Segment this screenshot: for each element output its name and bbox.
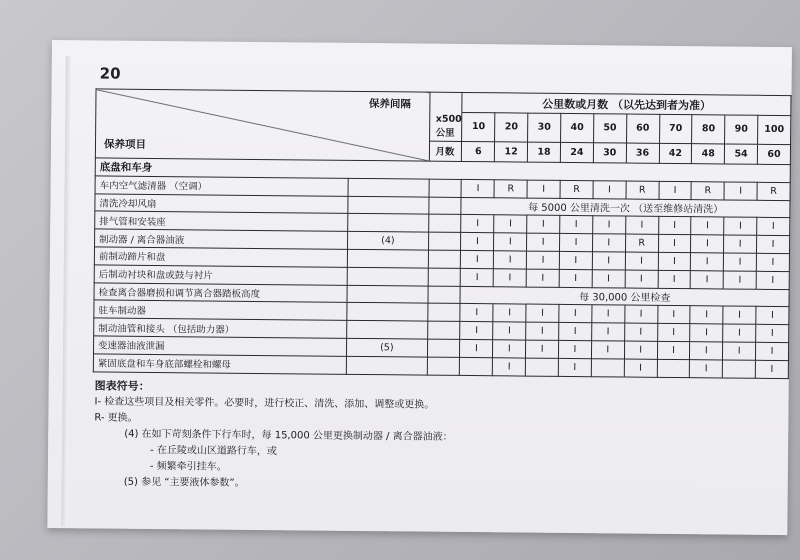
schedule-mark: I bbox=[724, 235, 757, 253]
schedule-mark: I bbox=[657, 341, 690, 359]
header-project-label: 保养项目 bbox=[103, 138, 147, 151]
month-interval-cell: 42 bbox=[659, 143, 692, 163]
row-note bbox=[347, 303, 428, 322]
month-interval-cell: 6 bbox=[462, 141, 495, 161]
row-item-label: 驻车制动器 bbox=[94, 300, 347, 320]
month-interval-cell: 30 bbox=[593, 143, 626, 163]
schedule-mark: I bbox=[658, 217, 691, 235]
schedule-mark: I bbox=[592, 305, 625, 323]
km-interval-cell: 30 bbox=[528, 113, 561, 142]
schedule-mark: I bbox=[723, 306, 756, 324]
schedule-mark: I bbox=[558, 358, 591, 376]
row-note: (4) bbox=[348, 232, 429, 251]
section-title: 底盘和车身 bbox=[95, 158, 790, 182]
schedule-mark: R bbox=[757, 182, 790, 200]
schedule-mark: I bbox=[591, 341, 624, 359]
schedule-mark: I bbox=[558, 340, 591, 358]
schedule-mark: I bbox=[526, 304, 559, 322]
schedule-mark: I bbox=[624, 359, 657, 377]
schedule-mark: I bbox=[559, 269, 592, 287]
schedule-mark: I bbox=[658, 270, 691, 288]
page-edge bbox=[61, 56, 72, 526]
header-spacer bbox=[429, 92, 462, 112]
row-spacer bbox=[427, 321, 460, 339]
schedule-mark: I bbox=[593, 180, 626, 198]
schedule-mark bbox=[723, 360, 756, 378]
schedule-mark: I bbox=[493, 269, 526, 287]
schedule-mark: I bbox=[460, 339, 493, 357]
month-interval-cell: 48 bbox=[692, 144, 725, 164]
schedule-mark: I bbox=[624, 341, 657, 359]
row-note bbox=[348, 214, 429, 233]
legend-replace-line: R- 更换。 bbox=[94, 412, 138, 424]
header-top-label: 公里数或月数 （以先达到者为准） bbox=[462, 92, 791, 115]
schedule-mark: I bbox=[691, 253, 724, 271]
schedule-mark: I bbox=[527, 180, 560, 198]
km-interval-cell: 40 bbox=[561, 113, 594, 142]
row-note bbox=[346, 356, 427, 375]
km-interval-cell: 80 bbox=[692, 115, 725, 144]
schedule-mark: I bbox=[625, 305, 658, 323]
schedule-mark: I bbox=[658, 235, 691, 253]
month-unit-label: 月数 bbox=[429, 141, 462, 161]
row-item-label: 制动油管和接头 （包括助力器） bbox=[94, 318, 347, 338]
schedule-mark: I bbox=[691, 217, 724, 235]
maintenance-schedule-table bbox=[93, 88, 792, 378]
schedule-mark: I bbox=[625, 252, 658, 270]
month-interval-cell: 12 bbox=[495, 142, 528, 162]
schedule-mark: I bbox=[493, 358, 526, 376]
row-spacer bbox=[428, 197, 461, 215]
km-interval-cell: 100 bbox=[758, 115, 791, 144]
month-interval-cell: 18 bbox=[528, 142, 561, 162]
schedule-mark: I bbox=[592, 269, 625, 287]
schedule-mark: I bbox=[691, 270, 724, 288]
schedule-mark: I bbox=[461, 179, 494, 197]
schedule-mark: I bbox=[657, 323, 690, 341]
schedule-mark bbox=[657, 359, 690, 377]
schedule-mark: I bbox=[658, 252, 691, 270]
header-interval-label: 保养间隔 bbox=[368, 98, 411, 111]
row-spacer bbox=[428, 232, 461, 250]
schedule-mark: I bbox=[494, 233, 527, 251]
row-item-label: 车内空气滤清器 （空调） bbox=[95, 176, 348, 196]
schedule-mark: I bbox=[493, 322, 526, 340]
row-note bbox=[348, 178, 429, 197]
schedule-mark: I bbox=[723, 324, 756, 342]
row-spacer bbox=[428, 215, 461, 233]
row-item-label: 检查离合器磨损和调节离合器踏板高度 bbox=[94, 282, 347, 302]
row-item-label: 制动器 / 离合器油液 bbox=[95, 229, 348, 249]
schedule-mark: I bbox=[592, 252, 625, 270]
legend-inspect-line: I- 检查这些项目及相关零件。必要时，进行校正、清洗、添加、调整或更换。 bbox=[94, 396, 435, 411]
schedule-mark: I bbox=[559, 323, 592, 341]
schedule-mark: R bbox=[626, 181, 659, 199]
schedule-mark: I bbox=[493, 340, 526, 358]
schedule-mark: I bbox=[756, 271, 789, 289]
month-interval-cell: 54 bbox=[725, 144, 758, 164]
schedule-mark: I bbox=[624, 323, 657, 341]
page-number: 20 bbox=[99, 64, 121, 83]
row-note: (5) bbox=[347, 338, 428, 357]
row-note bbox=[348, 196, 429, 215]
schedule-mark: I bbox=[625, 270, 658, 288]
schedule-mark: I bbox=[560, 216, 593, 234]
km-interval-cell: 20 bbox=[495, 113, 528, 142]
row-item-label: 变速器油液泄漏 bbox=[93, 336, 346, 356]
row-note bbox=[347, 267, 428, 286]
row-note bbox=[347, 285, 428, 304]
schedule-mark: I bbox=[724, 253, 757, 271]
schedule-mark: I bbox=[625, 216, 658, 234]
schedule-mark: I bbox=[592, 234, 625, 252]
schedule-mark: I bbox=[690, 306, 723, 324]
schedule-mark: I bbox=[690, 359, 723, 377]
schedule-mark: I bbox=[559, 251, 592, 269]
schedule-mark: I bbox=[461, 250, 494, 268]
schedule-mark: I bbox=[659, 181, 692, 199]
schedule-mark: I bbox=[723, 271, 756, 289]
month-interval-cell: 24 bbox=[560, 142, 593, 162]
manual-page bbox=[47, 40, 792, 535]
row-item-label: 前制动蹄片和盘 bbox=[94, 247, 347, 267]
km-unit-label: x500 公里 bbox=[429, 112, 462, 141]
schedule-mark: I bbox=[756, 253, 789, 271]
schedule-mark: I bbox=[690, 342, 723, 360]
schedule-mark: I bbox=[460, 304, 493, 322]
row-item-label: 后制动衬块和盘或鼓与衬片 bbox=[94, 265, 347, 285]
row-spacer bbox=[428, 268, 461, 286]
schedule-mark: I bbox=[756, 342, 789, 360]
km-interval-cell: 50 bbox=[593, 114, 626, 143]
row-spacer bbox=[428, 286, 461, 304]
schedule-mark: I bbox=[494, 251, 527, 269]
km-interval-cell: 10 bbox=[462, 113, 495, 142]
schedule-mark: I bbox=[593, 216, 626, 234]
schedule-mark: I bbox=[527, 233, 560, 251]
schedule-mark: I bbox=[526, 322, 559, 340]
row-item-label: 排气管和安装座 bbox=[95, 211, 348, 231]
km-interval-cell: 60 bbox=[626, 114, 659, 143]
schedule-mark: I bbox=[560, 234, 593, 252]
row-note bbox=[347, 321, 428, 340]
schedule-mark: I bbox=[526, 251, 559, 269]
row-spacer bbox=[427, 357, 460, 375]
schedule-mark: I bbox=[757, 218, 790, 236]
schedule-mark: I bbox=[460, 322, 493, 340]
schedule-mark: I bbox=[690, 324, 723, 342]
schedule-mark: R bbox=[494, 180, 527, 198]
schedule-mark: I bbox=[461, 215, 494, 233]
schedule-mark bbox=[460, 357, 493, 375]
schedule-mark: I bbox=[559, 305, 592, 323]
schedule-mark: I bbox=[756, 307, 789, 325]
month-interval-cell: 60 bbox=[757, 144, 790, 164]
schedule-mark: I bbox=[461, 268, 494, 286]
row-span-text: 每 30,000 公里检查 bbox=[460, 286, 789, 307]
row-note bbox=[347, 249, 428, 268]
legend bbox=[94, 378, 453, 493]
legend-title: 图表符号： bbox=[94, 379, 150, 393]
schedule-mark: I bbox=[723, 342, 756, 360]
schedule-mark bbox=[525, 358, 558, 376]
row-spacer bbox=[428, 250, 461, 268]
schedule-mark: I bbox=[724, 182, 757, 200]
row-spacer bbox=[427, 339, 460, 357]
schedule-mark: I bbox=[724, 217, 757, 235]
schedule-mark: I bbox=[526, 340, 559, 358]
km-interval-cell: 90 bbox=[725, 115, 758, 144]
schedule-mark: I bbox=[757, 235, 790, 253]
schedule-mark: I bbox=[691, 235, 724, 253]
legend-note-4: (4) 在如下苛刻条件下行车时，每 15,000 公里更换制动器 / 离合器油液： bbox=[124, 428, 453, 443]
schedule-mark: R bbox=[560, 180, 593, 198]
row-spacer bbox=[429, 179, 462, 197]
schedule-mark: I bbox=[461, 233, 494, 251]
schedule-mark: I bbox=[591, 323, 624, 341]
schedule-mark: I bbox=[493, 304, 526, 322]
legend-note-4-item: - 频繁牵引挂车。 bbox=[149, 460, 227, 473]
km-interval-cell: 70 bbox=[659, 114, 692, 143]
schedule-mark: I bbox=[527, 215, 560, 233]
month-interval-cell: 36 bbox=[626, 143, 659, 163]
row-spacer bbox=[427, 303, 460, 321]
schedule-mark: I bbox=[526, 269, 559, 287]
row-span-text: 每 5000 公里清洗一次 （送至维修站清洗） bbox=[461, 197, 790, 218]
row-item-label: 紧固底盘和车身底部螺栓和螺母 bbox=[93, 354, 346, 374]
schedule-mark: R bbox=[625, 234, 658, 252]
schedule-mark: R bbox=[691, 181, 724, 199]
schedule-mark: I bbox=[657, 306, 690, 324]
header-corner-cell bbox=[95, 89, 429, 161]
schedule-mark bbox=[591, 358, 624, 376]
row-item-label: 清洗冷却风扇 bbox=[95, 194, 348, 214]
legend-note-5: (5) 参见 “主要液体参数”。 bbox=[123, 476, 245, 489]
schedule-mark: I bbox=[494, 215, 527, 233]
schedule-mark: I bbox=[756, 324, 789, 342]
legend-note-4-item: - 在丘陵或山区道路行车，或 bbox=[150, 444, 277, 458]
schedule-mark: I bbox=[755, 360, 788, 378]
